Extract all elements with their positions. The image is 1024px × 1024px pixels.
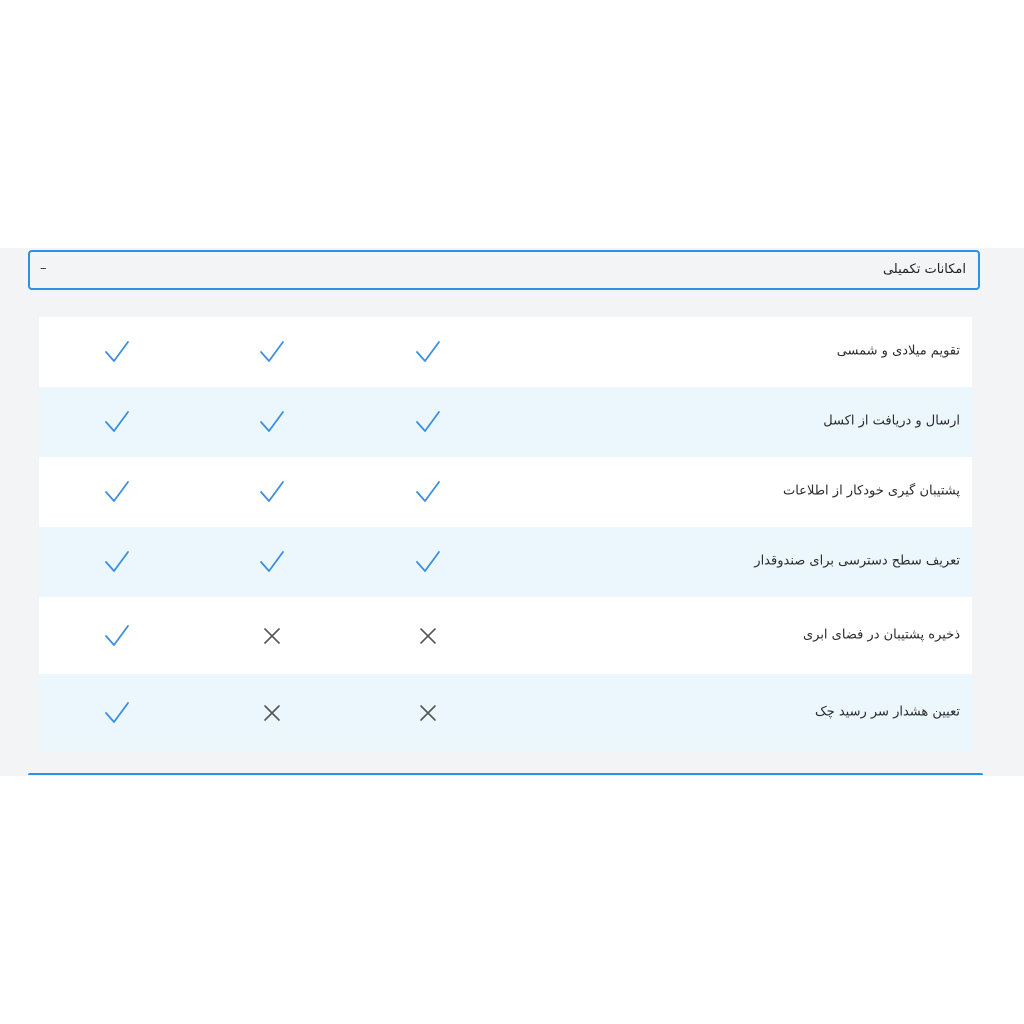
feature-label: تعریف سطح دسترسی برای صندوقدار (754, 553, 960, 569)
next-accordion-border[interactable] (28, 773, 983, 775)
check-icon (414, 478, 442, 506)
cross-icon (414, 622, 442, 650)
plan-cell (258, 408, 286, 436)
check-icon (103, 622, 131, 650)
plan-cell (414, 548, 442, 576)
check-icon (414, 408, 442, 436)
check-icon (103, 699, 131, 727)
check-icon (258, 338, 286, 366)
plan-cell (258, 699, 286, 727)
plan-cell (103, 548, 131, 576)
collapse-icon[interactable]: – (40, 261, 47, 276)
cross-icon (414, 699, 442, 727)
table-row (39, 317, 972, 387)
plan-cell (258, 338, 286, 366)
check-icon (414, 548, 442, 576)
check-icon (103, 478, 131, 506)
cross-icon (258, 622, 286, 650)
feature-label: تقویم میلادی و شمسی (836, 343, 960, 359)
check-icon (258, 408, 286, 436)
table-row (39, 527, 972, 597)
plan-cell (103, 338, 131, 366)
plan-cell (258, 622, 286, 650)
plan-cell (414, 478, 442, 506)
plan-cell (103, 699, 131, 727)
plan-cell (414, 699, 442, 727)
check-icon (103, 548, 131, 576)
plan-cell (414, 408, 442, 436)
accordion-header-extra-features[interactable] (28, 250, 980, 290)
feature-label: ذخیره پشتیبان در فضای ابری (802, 627, 960, 643)
plan-cell (414, 622, 442, 650)
cross-icon (258, 699, 286, 727)
plan-cell (258, 478, 286, 506)
feature-label: پشتیبان گیری خودکار از اطلاعات (782, 483, 960, 499)
feature-label: تعیین هشدار سر رسید چک (815, 704, 960, 720)
table-row (39, 457, 972, 527)
table-row (39, 597, 972, 674)
plan-cell (103, 622, 131, 650)
accordion-title: امکانات تکمیلی (882, 262, 966, 277)
check-icon (103, 408, 131, 436)
plan-cell (103, 408, 131, 436)
check-icon (414, 338, 442, 366)
check-icon (258, 478, 286, 506)
check-icon (103, 338, 131, 366)
plan-cell (414, 338, 442, 366)
feature-label: ارسال و دریافت از اکسل (823, 413, 960, 429)
plan-cell (258, 548, 286, 576)
plan-cell (103, 478, 131, 506)
table-row (39, 387, 972, 457)
feature-comparison-table (39, 317, 972, 751)
table-row (39, 674, 972, 751)
check-icon (258, 548, 286, 576)
